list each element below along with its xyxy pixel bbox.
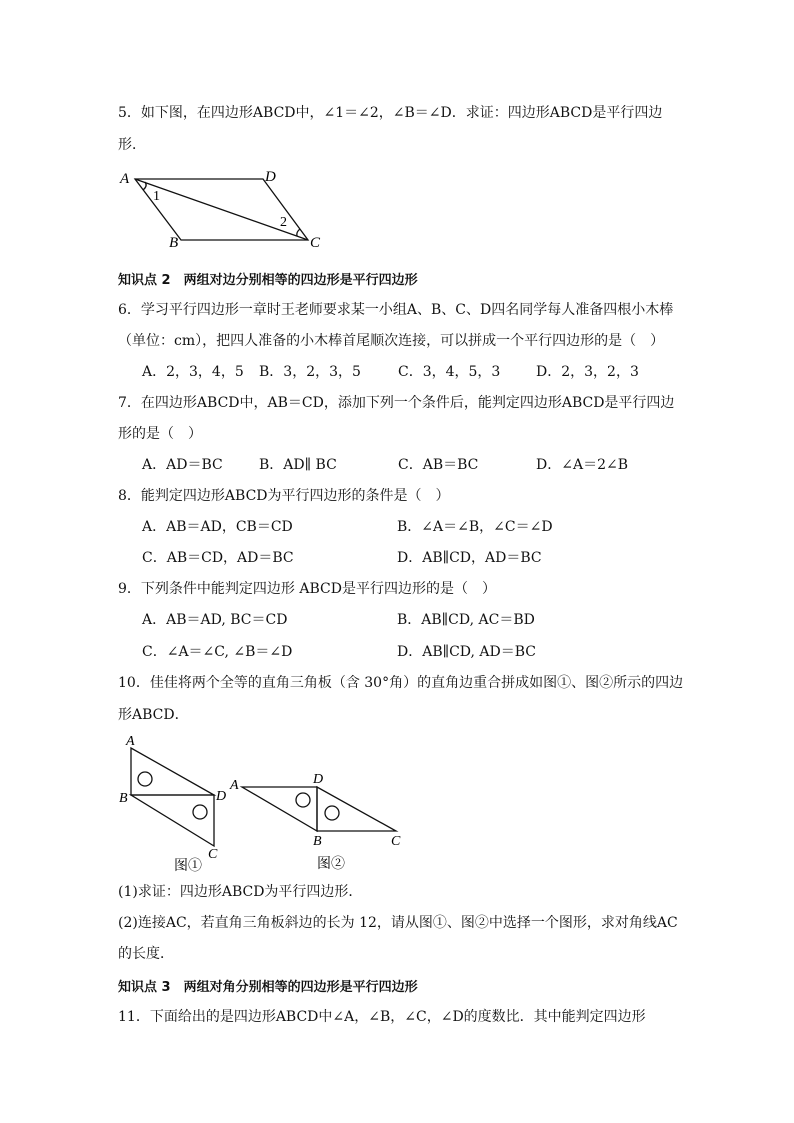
fig1-caption: 图①	[174, 859, 202, 874]
section-heading-3: 知识点 3 两组对角分别相等的四边形是平行四边形	[118, 980, 418, 995]
q7-option-a: A．AD＝BC	[142, 457, 223, 473]
fig1-triangle-bottom	[131, 795, 214, 846]
q5-label-b: B	[169, 235, 179, 251]
q5-angle2-arc	[297, 229, 300, 236]
q6-option-a: A．2，3，4，5	[142, 364, 244, 380]
q7-option-c: C．AB＝BC	[398, 457, 479, 473]
q10-sub2-line1: (2)连接AC，若直角三角板斜边的长为 12，请从图①、图②中选择一个图形，求对角线AC	[118, 915, 678, 931]
q10-figure-1	[112, 732, 227, 877]
q5-angle1-arc	[143, 182, 146, 190]
q5-angle1-label: 1	[153, 189, 160, 204]
fig2-label-c: C	[391, 834, 401, 849]
q5-label-d: D	[265, 169, 276, 185]
q9-option-a: A．AB＝AD, BC＝CD	[142, 612, 288, 628]
q11-text-line1: 11．下面给出的是四边形ABCD中∠A，∠B，∠C，∠D的度数比．其中能判定四边形	[118, 1009, 646, 1025]
q10-text-line1: 10．佳佳将两个全等的直角三角板（含 30°角）的直角边重合拼成如图①、图②所示的四边	[118, 675, 684, 691]
q6-text-line1: 6．学习平行四边形一章时王老师要求某一小组A、B、C、D四名同学每人准备四根小木棒	[118, 302, 674, 318]
fig1-label-a: A	[126, 734, 135, 749]
fig1-label-d: D	[216, 789, 227, 804]
section-heading-2: 知识点 2 两组对边分别相等的四边形是平行四边形	[118, 273, 418, 288]
q9-text-line1: 9．下列条件中能判定四边形 ABCD是平行四边形的是（ ）	[118, 581, 496, 597]
q8-option-a: A．AB＝AD，CB＝CD	[142, 519, 293, 535]
q6-option-d: D．2，3，2，3	[536, 364, 639, 380]
q9-option-c: C．∠A＝∠C, ∠B＝∠D	[142, 644, 293, 660]
q5-angle2-label: 2	[280, 215, 287, 230]
q7-option-d: D．∠A＝2∠B	[536, 457, 628, 473]
q7-text-line1: 7．在四边形ABCD中，AB＝CD，添加下列一个条件后，能判定四边形ABCD是平行四边	[118, 395, 675, 411]
fig2-circle-left	[296, 793, 310, 807]
q10-figure-2	[228, 770, 408, 875]
q5-label-a: A	[120, 171, 130, 187]
fig2-circle-right	[325, 806, 339, 820]
q5-text-line2: 形．	[118, 137, 146, 153]
fig1-circle-bottom	[193, 805, 207, 819]
q7-option-b: B．AD∥ BC	[259, 457, 337, 473]
q6-option-b: B．3，2，3，5	[259, 364, 361, 380]
q8-option-b: B．∠A＝∠B，∠C＝∠D	[397, 519, 553, 535]
fig1-circle-top	[138, 772, 152, 786]
q9-option-b: B．AB∥CD, AC＝BD	[397, 612, 535, 628]
fig1-label-c: C	[208, 847, 218, 862]
q10-text-line2: 形ABCD．	[118, 707, 189, 723]
fig2-label-a: A	[230, 778, 239, 793]
q5-diagonal-ac	[135, 179, 308, 240]
fig2-caption: 图②	[317, 857, 345, 872]
q8-option-d: D．AB∥CD，AD＝BC	[397, 550, 542, 566]
q9-option-d: D．AB∥CD, AD＝BC	[397, 644, 537, 660]
q5-parallelogram-figure	[110, 162, 340, 254]
fig2-label-b: B	[313, 834, 322, 849]
q6-option-c: C．3，4，5，3	[398, 364, 501, 380]
q8-option-c: C．AB＝CD，AD＝BC	[142, 550, 294, 566]
q5-text-line1: 5．如下图，在四边形ABCD中，∠1＝∠2，∠B＝∠D．求证：四边形ABCD是平行四边	[118, 105, 663, 121]
q10-sub1: (1)求证：四边形ABCD为平行四边形．	[118, 884, 363, 900]
q7-text-line2: 形的是（ ）	[118, 426, 202, 442]
q6-text-line2: （单位：cm），把四人准备的小木棒首尾顺次连接，可以拼成一个平行四边形的是（ ）	[118, 333, 665, 349]
fig1-triangle-top	[131, 748, 214, 795]
q10-sub2-line2: 的长度．	[118, 946, 174, 962]
fig2-label-d: D	[313, 772, 324, 787]
q5-label-c: C	[310, 235, 321, 251]
fig2-triangle-right	[317, 787, 396, 831]
fig1-label-b: B	[119, 791, 128, 806]
q8-text-line1: 8．能判定四边形ABCD为平行四边形的条件是（ ）	[118, 488, 450, 504]
